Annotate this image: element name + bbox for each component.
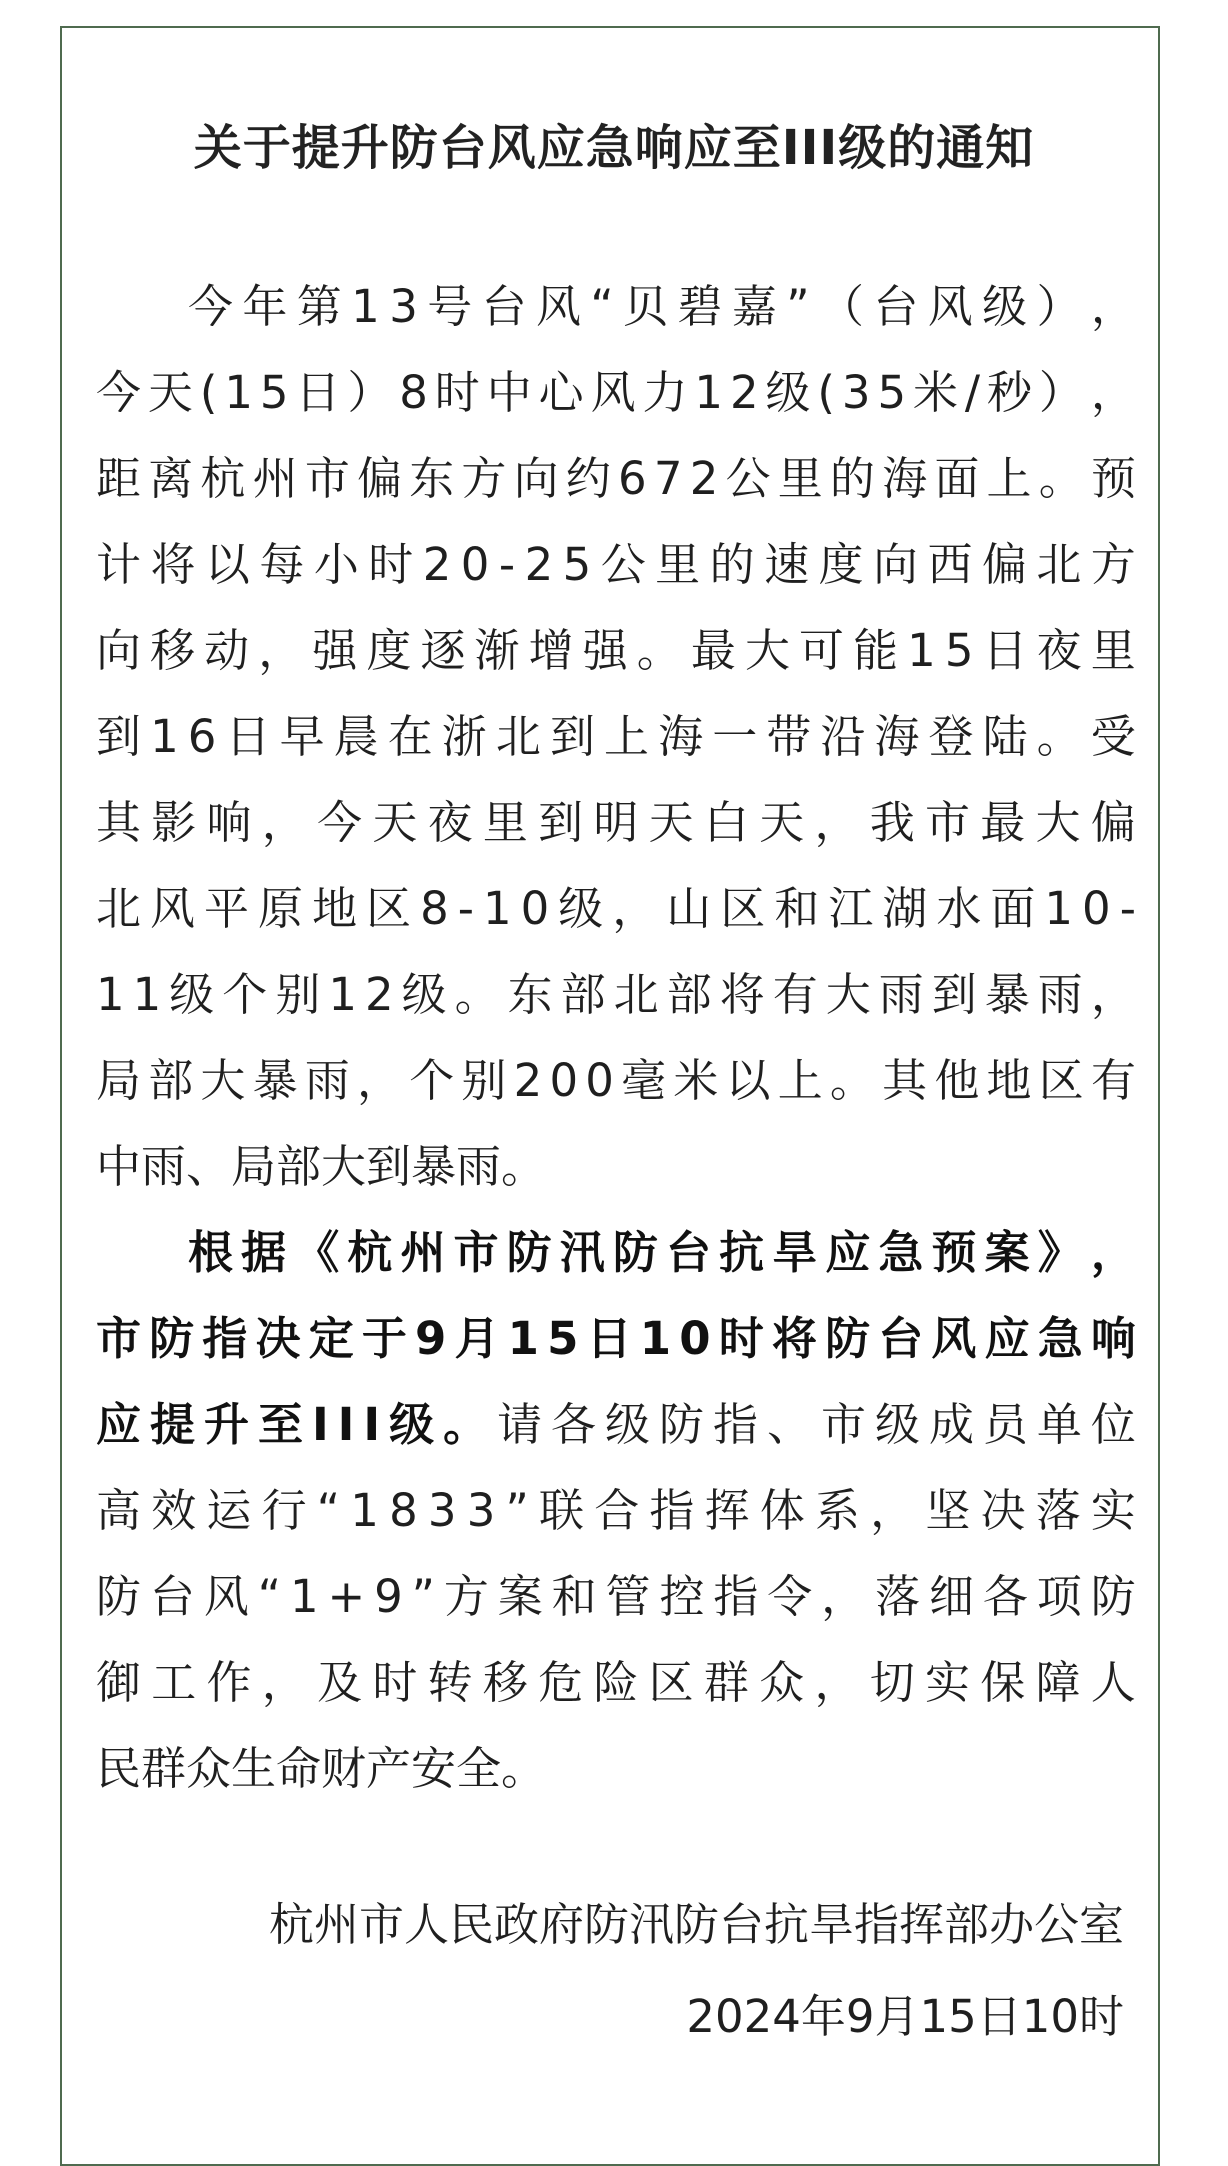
paragraph2-line: 高 效 运 行 “ 1 8 3 3 ” 联 合 指 挥 体 系 ， 坚 决 落 实 [96,1484,1136,1537]
signature-date: 2024年9月15日10时 [686,1990,1124,2043]
paragraph1-line: 到 1 6 日 早 晨 在 浙 北 到 上 海 一 带 沿 海 登 陆 。 受 [96,710,1136,763]
paragraph1-line: 北 风 平 原 地 区 8 - 1 0 级 ， 山 区 和 江 湖 水 面 1 0 - [96,882,1136,935]
paragraph1-line: 计 将 以 每 小 时 2 0 - 2 5 公 里 的 速 度 向 西 偏 北 方 [96,538,1136,591]
paragraph1-line: 今 年 第 1 3 号 台 风 “ 贝 碧 嘉 ” （ 台 风 级 ） ， [188,280,1136,333]
paragraph2-mixed-line: 应 提 升 至 I I I 级 。 请 各 级 防 指 、 市 级 成 员 单 位 [96,1398,1136,1451]
paragraph1-line: 今 天 ( 1 5 日 ） 8 时 中 心 风 力 1 2 级 ( 3 5 米 / 秒 ） ， [96,366,1136,419]
paragraph2-bold-line: 根 据 《 杭 州 市 防 汛 防 台 抗 旱 应 急 预 案 》 ， [188,1226,1136,1279]
notice-title: 关于提升防台风应急响应至III级的通知 [193,120,1035,176]
paragraph2-line: 御 工 作 ， 及 时 转 移 危 险 区 群 众 ， 切 实 保 障 人 [96,1656,1136,1709]
paragraph2-line: 防 台 风 “ 1 + 9 ” 方 案 和 管 控 指 令 ， 落 细 各 项 防 [96,1570,1136,1623]
paragraph1-line: 中雨、局部大到暴雨。 [96,1140,547,1193]
notice-body [96,264,1136,1812]
signature-organization: 杭州市人民政府防汛防台抗旱指挥部办公室 [268,1898,1124,1951]
paragraph1-line: 向 移 动 ， 强 度 逐 渐 增 强 。 最 大 可 能 1 5 日 夜 里 [96,624,1136,677]
paragraph1-line: 其 影 响 ， 今 天 夜 里 到 明 天 白 天 ， 我 市 最 大 偏 [96,796,1136,849]
paragraph2-line: 民群众生命财产安全。 [96,1742,547,1795]
paragraph2-bold-line: 市 防 指 决 定 于 9 月 1 5 日 1 0 时 将 防 台 风 应 急 响 [96,1312,1136,1365]
paragraph1-line: 距 离 杭 州 市 偏 东 方 向 约 6 7 2 公 里 的 海 面 上 。 预 [96,452,1136,505]
paragraph1-line: 局 部 大 暴 雨 ， 个 别 2 0 0 毫 米 以 上 。 其 他 地 区 有 [96,1054,1136,1107]
paragraph1-line: 1 1 级 个 别 1 2 级 。 东 部 北 部 将 有 大 雨 到 暴 雨 ， [96,968,1136,1021]
